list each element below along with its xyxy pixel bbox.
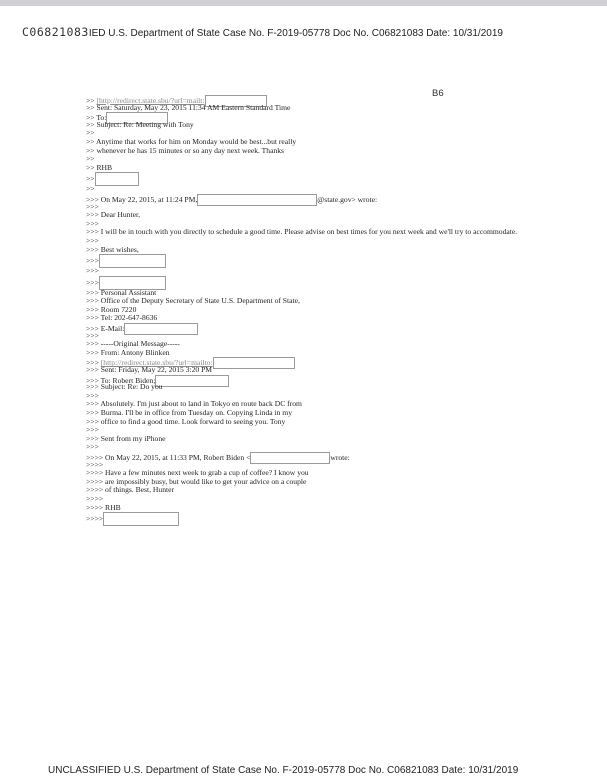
line-text: Best wishes, — [100, 244, 139, 254]
quote-prefix: >>> — [86, 339, 101, 349]
redaction-code: B6 — [432, 88, 444, 99]
quote-prefix: >>> — [86, 304, 101, 314]
redirect-link[interactable]: [http://redirect.state.sbu/?url=mailt: — [96, 95, 205, 105]
line-text: From: Antony Blinken — [100, 347, 170, 357]
line-text: Office of the Deputy Secretary of State U.S. Department of State, — [100, 296, 300, 306]
email-line — [86, 267, 546, 276]
email-line — [86, 121, 546, 130]
quote-prefix: >>>> — [86, 452, 106, 462]
email-line — [86, 155, 546, 164]
email-line — [86, 418, 546, 427]
quote-prefix: >>> — [86, 390, 99, 400]
line-text: Tel: 202-647-8636 — [100, 313, 158, 323]
quote-prefix: >>> — [86, 218, 99, 228]
quote-prefix: >>> — [86, 201, 99, 211]
quote-prefix: >>> — [86, 433, 101, 443]
email-line — [86, 164, 546, 173]
quote-prefix: >>> — [86, 347, 101, 357]
quote-prefix: >>> — [86, 287, 101, 297]
email-line — [86, 237, 546, 246]
line-text: of things. Best, Hunter — [105, 485, 175, 495]
email-line — [86, 254, 546, 267]
quote-prefix: >> — [86, 184, 95, 194]
quote-prefix: >>> — [86, 425, 99, 435]
quote-prefix: >> — [86, 95, 97, 105]
email-line — [86, 172, 546, 185]
email-line — [86, 185, 546, 194]
email-line — [86, 246, 546, 255]
redirect-link[interactable]: [http://redirect.state.sbu/?url=mailto: — [100, 358, 213, 368]
quote-prefix: >> — [86, 174, 95, 184]
line-text: Absolutely. I'm just about to land in Tokyo en route back DC from — [100, 399, 302, 409]
header-text: IED U.S. Department of State Case No. F-2019-05778 Doc No. C06821083 Date: 10/31/2019 — [88, 28, 503, 39]
email-line — [86, 504, 546, 513]
quote-prefix: >> — [86, 102, 97, 112]
quote-prefix: >>> — [86, 235, 99, 245]
line-text: Sent: Saturday, May 23, 2015 11:34 AM Eastern Standard Time — [96, 102, 291, 112]
email-line — [86, 349, 546, 358]
line-text: Burma. I'll be in office from Tuesday on. Copying Linda in my — [100, 408, 293, 417]
email-line — [86, 203, 546, 212]
line-text: RHB — [105, 502, 121, 512]
quote-prefix: >>> — [86, 358, 101, 368]
line-text: whenever he has 15 minutes or so any day next week. Thanks — [96, 145, 285, 155]
line-text: To: Robert Biden; — [100, 375, 156, 385]
email-body — [86, 95, 546, 525]
email-line — [86, 314, 546, 323]
line-text: Anytime that works for him on Monday would be best...but really — [96, 136, 297, 146]
doc-id: C06821083 — [22, 25, 89, 39]
line-text: Subject: Re: Do you — [100, 382, 163, 392]
email-line — [86, 194, 546, 203]
redaction-box — [99, 254, 166, 268]
quote-prefix: >> — [86, 128, 95, 138]
quote-prefix: >>> — [86, 323, 101, 333]
email-line — [86, 512, 546, 525]
email-line — [86, 323, 546, 332]
email-line — [86, 383, 546, 392]
quote-prefix: >>>> — [86, 513, 104, 523]
line-text: Have a few minutes next week to grab a cup of coffee? I know you — [105, 468, 309, 478]
line-text: office to find a good time. Look forward to seeing you. Tony — [100, 416, 286, 426]
quote-prefix: >>> — [86, 382, 101, 392]
line-text: RHB — [96, 162, 113, 172]
email-line — [86, 228, 546, 237]
quote-prefix: >>> — [86, 408, 101, 417]
quote-prefix: >>> — [86, 244, 101, 254]
email-line — [86, 452, 546, 461]
quote-prefix: >>>> — [86, 493, 104, 503]
quote-prefix: >> — [86, 112, 97, 122]
line-text: On May 22, 2015, at 11:24 PM, — [100, 194, 198, 204]
email-line — [86, 435, 546, 444]
quote-prefix: >>> — [86, 227, 101, 237]
line-text: are impossibly busy, but would like to get your advice on a couple — [105, 476, 307, 486]
line-text: Room 7220 — [100, 304, 137, 314]
line-text: Sent from my iPhone — [100, 433, 166, 443]
top-border — [0, 0, 607, 6]
line-text-after: @state.gov> wrote: — [317, 194, 378, 204]
quote-prefix: >>> — [86, 416, 101, 426]
email-line — [86, 443, 546, 452]
email-line — [86, 104, 546, 113]
quote-prefix: >>> — [86, 296, 101, 306]
quote-prefix: >> — [86, 119, 97, 129]
email-line — [86, 297, 546, 306]
quote-prefix: >>> — [86, 277, 99, 287]
line-text: Personal Assistant — [100, 287, 157, 297]
quote-prefix: >>>> — [86, 502, 106, 512]
quote-prefix: >>> — [86, 313, 101, 323]
quote-prefix: >>>> — [86, 485, 106, 495]
quote-prefix: >>> — [86, 194, 101, 204]
quote-prefix: >> — [86, 154, 95, 164]
quote-prefix: >>> — [86, 375, 101, 385]
quote-prefix: >> — [86, 136, 97, 146]
quote-prefix: >>> — [86, 399, 101, 409]
quote-prefix: >>> — [86, 210, 101, 220]
email-line — [86, 211, 546, 220]
line-text: E-Mail: — [100, 323, 125, 333]
line-text: I will be in touch with you directly to schedule a good time. Please advise on best times for you next week and we'll try to accommodate. — [100, 227, 518, 237]
quote-prefix: >>>> — [86, 459, 104, 469]
line-text-after: wrote: — [330, 452, 350, 462]
line-text: Subject: Re: Meeting with Tony — [96, 119, 194, 129]
email-line — [86, 495, 546, 504]
redaction-box — [103, 512, 179, 526]
quote-prefix: >>> — [86, 330, 99, 340]
email-line — [86, 486, 546, 495]
line-text: -----Original Message----- — [100, 339, 180, 349]
line-text: Dear Hunter, — [100, 210, 141, 220]
redaction-box — [95, 172, 139, 186]
quote-prefix: >>> — [86, 266, 99, 276]
page-header — [22, 25, 503, 39]
line-text: On May 22, 2015, at 11:33 PM, Robert Biden < — [105, 452, 251, 462]
quote-prefix: >>> — [86, 442, 99, 452]
page-footer: UNCLASSIFIED U.S. Department of State Case No. F-2019-05778 Doc No. C06821083 Date: 10/31/2019 — [48, 765, 519, 776]
quote-prefix: >> — [86, 162, 97, 172]
email-line — [86, 366, 546, 375]
quote-prefix: >> — [86, 145, 97, 155]
line-text: Sent: Friday, May 22, 2015 3:20 PM — [100, 365, 213, 375]
quote-prefix: >>>> — [86, 476, 106, 486]
quote-prefix: >>>> — [86, 468, 106, 478]
line-text: To: — [96, 112, 107, 122]
email-line — [86, 147, 546, 156]
quote-prefix: >>> — [86, 365, 101, 375]
quote-prefix: >>> — [86, 255, 99, 265]
